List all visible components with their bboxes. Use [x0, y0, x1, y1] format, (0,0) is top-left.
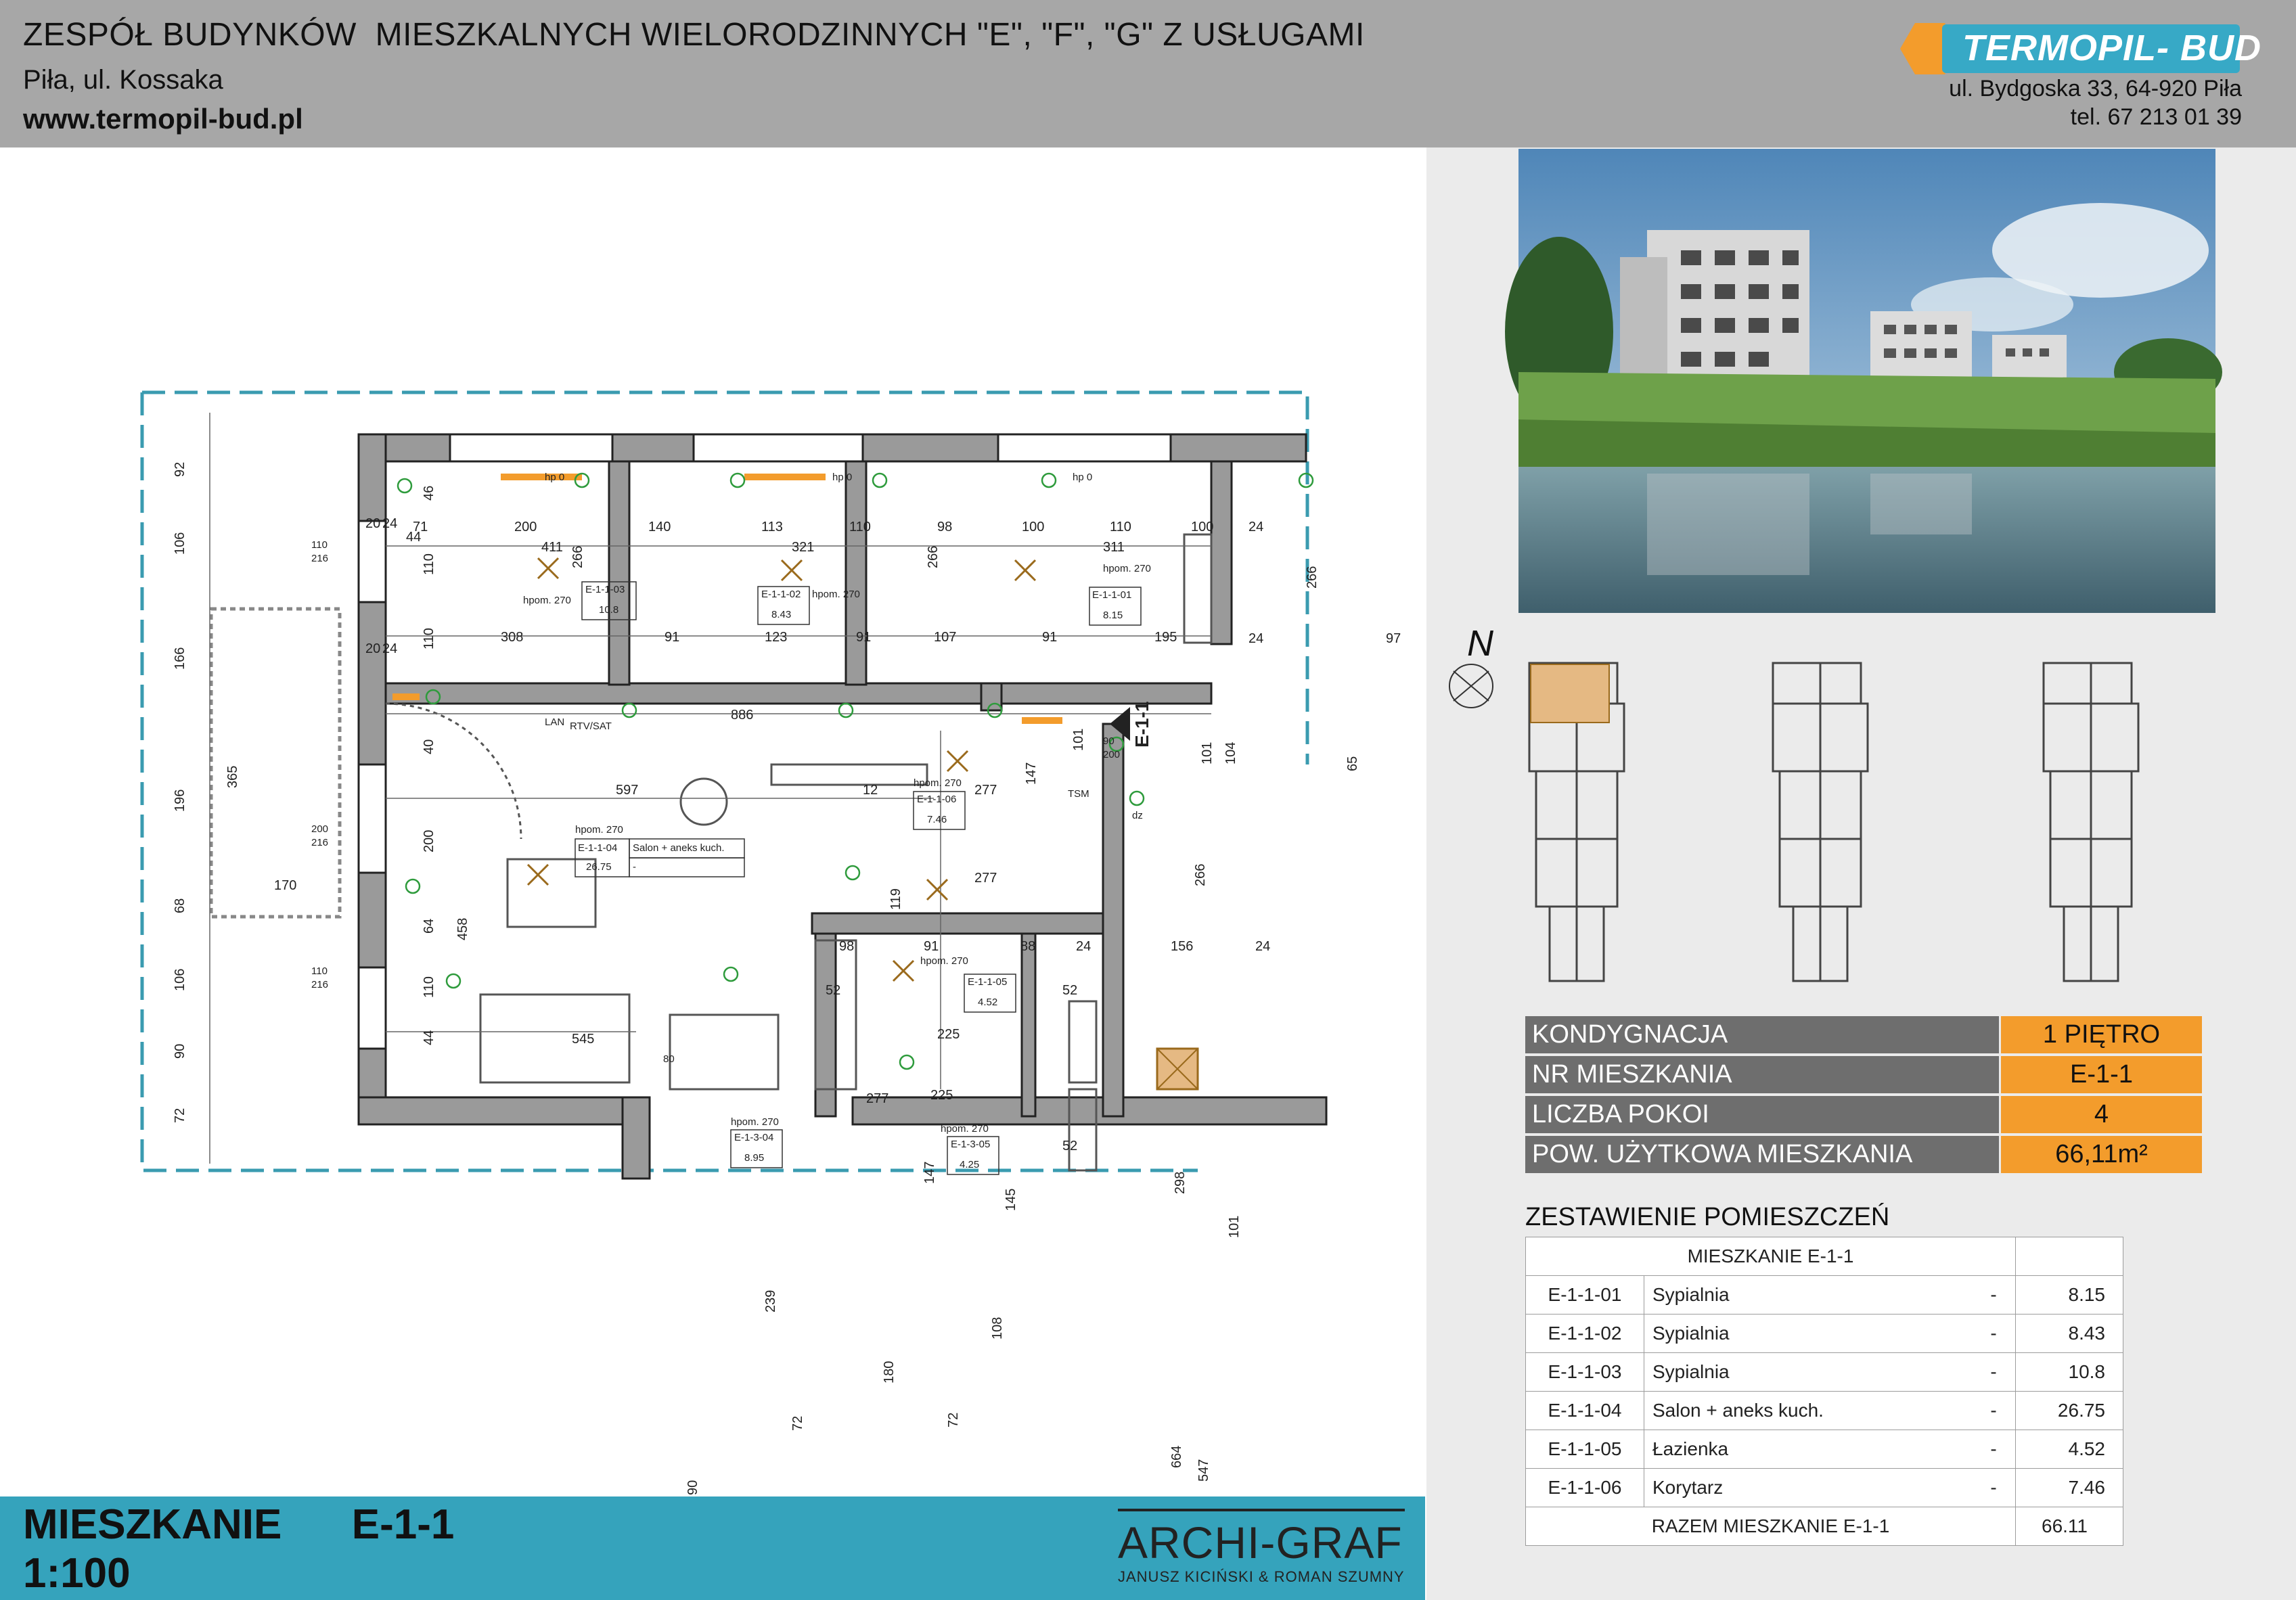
dim: 277 — [974, 783, 997, 798]
dim: 92 — [173, 461, 187, 477]
dim: 365 — [225, 765, 240, 788]
compass-icon — [1444, 659, 1498, 713]
room-area: 8.43 — [2016, 1315, 2123, 1353]
dim: 20 — [365, 516, 381, 531]
dim: 24 — [1248, 520, 1264, 534]
dim: 239 — [763, 1289, 778, 1312]
architect-rule — [1118, 1509, 1405, 1511]
table-row — [1526, 1353, 2123, 1392]
room-dash: - — [1972, 1315, 2016, 1353]
info-label: NR MIESZKANIA — [1525, 1056, 1999, 1093]
door-height: 200 — [1103, 749, 1121, 760]
apartment-title — [23, 1501, 454, 1549]
dim: 195 — [1154, 630, 1177, 645]
room-area: 7.46 — [2016, 1469, 2123, 1507]
dim: 145 — [1004, 1188, 1018, 1211]
info-value: 4 — [2001, 1096, 2202, 1133]
room-code: E-1-1-03 — [1526, 1353, 1644, 1392]
room-code: E-1-1-06 — [917, 794, 957, 805]
table-row — [1526, 1392, 2123, 1430]
dim: 106 — [173, 532, 187, 555]
building-keyplans — [1523, 663, 2233, 981]
dim: 104 — [1223, 741, 1238, 764]
dim: 411 — [541, 540, 563, 555]
dim: 72 — [173, 1107, 187, 1123]
dim: 156 — [1171, 939, 1194, 954]
north-label: N — [1467, 623, 1493, 664]
room-name: Salon + aneks kuch. — [633, 842, 725, 854]
company-street: ul. Bydgoska 33, 64-920 Piła — [1949, 76, 2242, 101]
dim: 91 — [856, 630, 872, 645]
dim: 664 — [1169, 1445, 1184, 1468]
room-code: E-1-3-04 — [734, 1132, 774, 1143]
info-value: 1 PIĘTRO — [2001, 1016, 2202, 1053]
dim: 110 — [849, 520, 871, 534]
apartment-unit: E-1-1 — [351, 1501, 455, 1548]
total-area: 66.11 — [2016, 1507, 2123, 1546]
dim: 321 — [792, 540, 815, 555]
room-area: 10.8 — [2016, 1353, 2123, 1392]
room-code: E-1-3-05 — [951, 1139, 991, 1150]
table-row — [1526, 1315, 2123, 1353]
dim: 277 — [866, 1091, 889, 1106]
rtv-label: RTV/SAT — [570, 721, 612, 732]
vertical-dimension-labels — [173, 462, 1360, 1549]
room-code: E-1-1-02 — [1526, 1315, 1644, 1353]
dim: 64 — [422, 918, 436, 934]
apartment-title-text: MIESZKANIE — [23, 1501, 282, 1548]
dim: 597 — [616, 783, 639, 798]
dim: 24 — [1248, 631, 1264, 646]
dim: 106 — [173, 968, 187, 991]
room-area: 4.25 — [960, 1159, 980, 1170]
key-plans — [1435, 622, 2233, 988]
plan-outline — [142, 392, 1307, 1170]
info-value: 66,11m² — [2001, 1136, 2202, 1173]
project-title: ZESPÓŁ BUDYNKÓW MIESZKALNYCH WIELORODZINNYCH "E", "F", "G" Z USŁUGAMI — [23, 17, 1365, 53]
balcony — [211, 609, 340, 917]
dim: 98 — [839, 939, 855, 954]
hp-label: hp 0 — [545, 472, 565, 483]
dim: 71 — [413, 520, 428, 534]
table-total-row — [1526, 1507, 2123, 1546]
room-name: Łazienka — [1644, 1430, 1973, 1469]
dim: 40 — [422, 739, 436, 754]
section-label: E-1-1 — [1131, 701, 1152, 748]
dim: 545 — [572, 1032, 595, 1047]
dim: 90 — [173, 1043, 187, 1059]
company-phone: tel. 67 213 01 39 — [2070, 104, 2242, 130]
hp-label: hp 0 — [1073, 472, 1093, 483]
dim: 97 — [1386, 631, 1401, 646]
dim: 24 — [382, 516, 398, 531]
room-height: hpom. 270 — [731, 1116, 779, 1128]
dim: 65 — [1345, 756, 1360, 771]
dim: 225 — [930, 1088, 953, 1103]
door-width: 80 — [663, 1053, 675, 1065]
room-name: Sypialnia — [1644, 1315, 1973, 1353]
dim: 123 — [765, 630, 788, 645]
room-dash: - — [633, 861, 636, 873]
room-name: Sypialnia — [1644, 1276, 1973, 1315]
dim: 90 — [685, 1480, 700, 1495]
dim: 98 — [937, 520, 953, 534]
dim: 196 — [173, 789, 187, 812]
room-area: 10.8 — [599, 604, 619, 616]
drawing-scale: 1:100 — [23, 1550, 131, 1597]
room-area: 26.75 — [586, 861, 612, 873]
table-row — [1526, 1430, 2123, 1469]
dim: 311 — [1103, 540, 1125, 555]
dim: 547 — [1196, 1459, 1211, 1482]
window-height: 216 — [311, 837, 329, 848]
room-height: hpom. 270 — [1103, 563, 1151, 574]
room-code: E-1-1-05 — [968, 976, 1008, 988]
dz-label: dz — [1132, 810, 1143, 821]
dim: 72 — [790, 1415, 805, 1431]
dim: 52 — [1062, 1139, 1078, 1153]
room-area: 26.75 — [2016, 1392, 2123, 1430]
room-height: hpom. 270 — [941, 1123, 989, 1135]
dim: 110 — [422, 976, 436, 998]
dim: 308 — [501, 630, 524, 645]
info-row-rooms — [1525, 1096, 2202, 1133]
room-code: E-1-1-01 — [1526, 1276, 1644, 1315]
company-logo — [1895, 20, 2261, 74]
table-row — [1526, 1469, 2123, 1507]
apartment-info-table — [1525, 1016, 2202, 1176]
dim: 298 — [1173, 1171, 1188, 1194]
dim: 101 — [1200, 741, 1215, 764]
window-width: 200 — [311, 823, 329, 835]
dim: 886 — [731, 708, 754, 723]
dim: 91 — [665, 630, 680, 645]
room-name: Korytarz — [1644, 1469, 1973, 1507]
dim: 266 — [570, 545, 585, 568]
dim: 88 — [1020, 939, 1036, 954]
room-height: hpom. 270 — [812, 589, 860, 600]
room-dash: - — [1972, 1430, 2016, 1469]
dim: 225 — [937, 1027, 960, 1042]
dim: 110 — [422, 628, 436, 649]
dim: 147 — [1024, 762, 1039, 785]
window-width: 110 — [311, 965, 328, 977]
room-code: E-1-1-06 — [1526, 1469, 1644, 1507]
room-height: hpom. 270 — [920, 955, 968, 967]
room-name: Sypialnia — [1644, 1353, 1973, 1392]
dim: 166 — [173, 647, 187, 670]
dim: 100 — [1022, 520, 1045, 534]
table-header-row — [1526, 1237, 2123, 1276]
dim: 266 — [926, 545, 941, 568]
dim: 52 — [1062, 983, 1078, 998]
window-height: 216 — [311, 553, 329, 564]
dim: 20 — [365, 641, 381, 656]
rooms-table-title: ZESTAWIENIE POMIESZCZEŃ — [1525, 1203, 1890, 1231]
room-code: E-1-1-01 — [1092, 589, 1132, 601]
dim: 101 — [1227, 1215, 1242, 1238]
room-dash: - — [1972, 1392, 2016, 1430]
room-area: 8.43 — [771, 609, 792, 620]
room-area: 4.52 — [2016, 1430, 2123, 1469]
dim: 24 — [382, 641, 398, 656]
dim: 458 — [455, 917, 470, 940]
dim: 107 — [934, 630, 957, 645]
room-height: hpom. 270 — [914, 777, 962, 789]
window-width: 110 — [311, 539, 328, 551]
window-height: 216 — [311, 979, 329, 990]
dim: 140 — [648, 520, 671, 534]
info-value: E-1-1 — [2001, 1056, 2202, 1093]
room-dash: - — [1972, 1353, 2016, 1392]
website-link[interactable]: www.termopil-bud.pl — [23, 103, 303, 135]
table-header: MIESZKANIE E-1-1 — [1526, 1237, 2016, 1276]
room-code: E-1-1-03 — [585, 584, 625, 595]
dim: 200 — [422, 829, 436, 852]
room-area: 8.15 — [1103, 610, 1123, 621]
dim: 24 — [1255, 939, 1271, 954]
room-area: 8.95 — [744, 1152, 765, 1164]
door-width: 90 — [1103, 735, 1115, 747]
dim: 180 — [882, 1361, 897, 1384]
architect-name: ARCHI-GRAF — [1118, 1517, 1403, 1568]
dim: 12 — [863, 783, 878, 798]
table-header-empty — [2016, 1237, 2123, 1276]
room-height: hpom. 270 — [575, 824, 623, 836]
dim: 72 — [946, 1412, 961, 1427]
info-row-unit — [1525, 1056, 2202, 1093]
room-code: E-1-1-04 — [1526, 1392, 1644, 1430]
dim: 266 — [1193, 863, 1208, 886]
project-address: Piła, ul. Kossaka — [23, 65, 223, 95]
rooms-table — [1525, 1237, 2123, 1546]
dim: 91 — [924, 939, 939, 954]
dim: 110 — [422, 553, 436, 575]
lan-label: LAN — [545, 716, 565, 728]
dim: 91 — [1042, 630, 1058, 645]
room-area: 8.15 — [2016, 1276, 2123, 1315]
room-code: E-1-1-04 — [578, 842, 618, 854]
highlighted-unit — [1531, 664, 1609, 723]
dim: 68 — [173, 898, 187, 913]
dim: 108 — [990, 1317, 1005, 1340]
room-dash: - — [1972, 1276, 2016, 1315]
info-label: LICZBA POKOI — [1525, 1096, 1999, 1133]
building-photo — [1518, 149, 2215, 613]
floor-plan — [135, 386, 1401, 1495]
dim: 46 — [422, 485, 436, 501]
dim: 277 — [974, 871, 997, 886]
info-row-floor — [1525, 1016, 2202, 1053]
room-code: E-1-1-02 — [761, 589, 801, 600]
dim: 100 — [1191, 520, 1214, 534]
dim: 119 — [888, 888, 903, 910]
hp-label: hp 0 — [832, 472, 853, 483]
tsm-label: TSM — [1068, 788, 1089, 800]
room-height: hpom. 270 — [523, 595, 571, 606]
info-row-area — [1525, 1136, 2202, 1173]
table-row — [1526, 1276, 2123, 1315]
dim: 24 — [1076, 939, 1091, 954]
dim: 44 — [422, 1030, 436, 1045]
dim: 110 — [1110, 520, 1131, 534]
room-name: Salon + aneks kuch. — [1644, 1392, 1973, 1430]
dim: 113 — [761, 520, 783, 534]
room-code: E-1-1-05 — [1526, 1430, 1644, 1469]
dim: 266 — [1305, 566, 1320, 589]
dim: 200 — [514, 520, 537, 534]
architect-logo — [1118, 1509, 1405, 1593]
total-label: RAZEM MIESZKANIE E-1-1 — [1526, 1507, 2016, 1546]
room-area: 7.46 — [927, 814, 947, 825]
architect-names: JANUSZ KICIŃSKI & ROMAN SZUMNY — [1118, 1568, 1405, 1585]
info-label: KONDYGNACJA — [1525, 1016, 1999, 1053]
dim: 147 — [922, 1161, 937, 1184]
dim: 44 — [406, 530, 422, 545]
info-label: POW. UŻYTKOWA MIESZKANIA — [1525, 1136, 1999, 1173]
dim: 52 — [826, 983, 841, 998]
room-area: 4.52 — [978, 997, 998, 1008]
dim: 101 — [1071, 728, 1086, 751]
logo-text: TERMOPIL- BUD — [1962, 28, 2261, 68]
dim: 170 — [274, 878, 297, 893]
room-dash: - — [1972, 1469, 2016, 1507]
